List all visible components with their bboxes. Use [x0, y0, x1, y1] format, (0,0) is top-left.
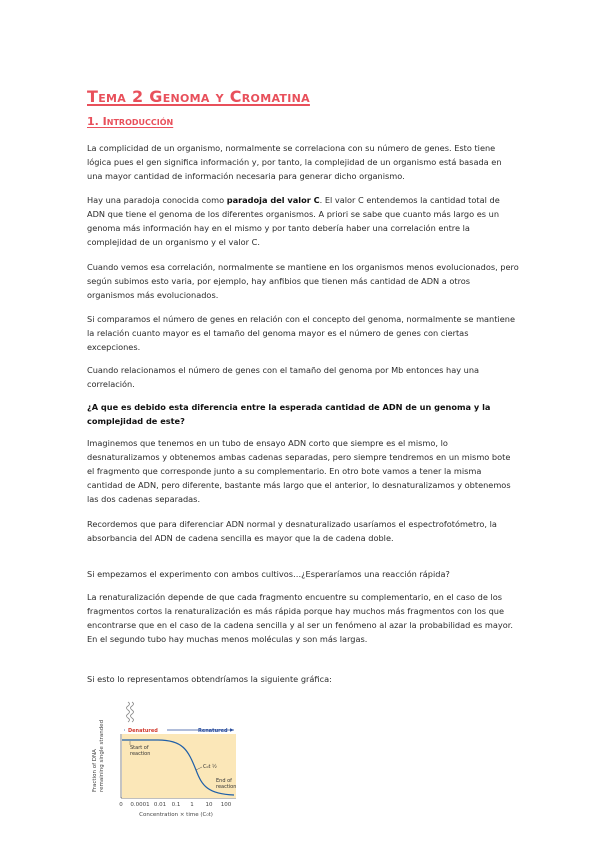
end-label-2: reaction	[216, 784, 237, 790]
start-label-2: reaction	[130, 751, 151, 757]
x-tick: 100	[220, 802, 232, 808]
end-label-1: End of	[216, 778, 232, 784]
x-axis-label: Concentration × time (C₀t)	[139, 812, 213, 818]
paragraph-10: Si esto lo representamos obtendríamos la siguiente gráfica:	[87, 674, 332, 684]
x-tick: 1	[190, 802, 194, 808]
section-heading: 1. Introducción	[87, 115, 174, 128]
paragraph-8: Si empezamos el experimento con ambos cultivos…¿Esperaríamos una reacción rápida?	[87, 569, 450, 579]
x-tick: 0	[119, 802, 123, 808]
paragraph-2	[87, 193, 519, 249]
x-tick: 0.0001	[130, 802, 150, 808]
x-tick: 10	[205, 802, 213, 808]
arrow-head-icon	[230, 728, 234, 731]
c0t-half-label: C₀t ½	[203, 764, 217, 770]
paragraph-1: La complicidad de un organismo, normalmente se correlaciona con su número de genes. Esto tiene lógica pues el gen significa información y, por tanto, la complejidad de un organismo está basada en una mayor cantidad de información necesaria para generar dicho organismo.	[87, 143, 502, 181]
paragraph-7: Recordemos que para diferenciar ADN normal y desnaturalizado usaríamos el espectrofotómetro, la absorbancia del ADN de cadena sencilla es mayor que la de cadena doble.	[87, 519, 497, 543]
renatured-label: Renatured	[198, 728, 228, 734]
renaturation-figure	[88, 700, 248, 820]
paragraph-5: Cuando relacionamos el número de genes con el tamaño del genoma por Mb entonces hay una correlación.	[87, 365, 480, 389]
paragraph-3: Cuando vemos esa correlación, normalmente se mantiene en los organismos menos evolucionados, pero según subimos esto varia, por ejemplo, hay anfibios que tienen más cantidad de ADN a otros organismos más evolucionados.	[87, 262, 519, 300]
x-tick: 0.01	[153, 802, 167, 808]
paragraph-9: La renaturalización depende de que cada fragmento encuentre su complementario, en el caso de los fragmentos cortos la renaturalización es más rápida porque hay muchos más fragmentos con los que encontrarse que en el caso de la cadena sencilla y al ser un fenómeno al azar la probabilidad es mayor. En el segundo tubo hay muchas menos moléculas y son más largas.	[87, 592, 513, 644]
renaturation-svg	[88, 700, 248, 820]
start-label-1: Start of	[130, 745, 149, 751]
denatured-label: Denatured	[128, 728, 158, 734]
y-axis-label-group	[92, 720, 105, 792]
dna-helix-icon	[127, 702, 134, 722]
paragraph-2-start: Hay una paradoja conocida como	[87, 195, 227, 205]
paragraph-4: Si comparamos el número de genes en relación con el concepto del genoma, normalmente se mantiene la relación cuanto mayor es el tamaño del genoma mayor es el número de genes con ciertas excepciones.	[87, 314, 515, 352]
y-axis-label-2: remaining single stranded	[99, 719, 105, 792]
question-heading: ¿A que es debido esta diferencia entre la esperada cantidad de ADN de un genoma y la complejidad de este?	[87, 402, 491, 426]
paradox-term: paradoja del valor C	[226, 195, 320, 205]
document-title: Tema 2 Genoma y Cromatina	[87, 87, 310, 106]
y-axis-label-1: Fraction of DNA	[92, 749, 98, 792]
x-tick: 0.1	[171, 802, 181, 808]
paragraph-6: Imaginemos que tenemos en un tubo de ensayo ADN corto que siempre es el mismo, lo desnaturalizamos y obtenemos ambas cadenas separadas, pero siempre tendremos en un mismo bote el fragmento que corresponde junto a su complementario. En otro bote vamos a tener la misma cantidad de ADN, pero diferente, bastante más largo que el anterior, lo desnaturalizamos y obtenemos las dos cadenas separadas.	[87, 438, 511, 504]
paragraph-2-end: . El valor C entendemos la cantidad total de ADN que tiene el genoma de los diferentes organismos. A priori se sabe que cuanto más largo es un genoma más información hay en el mismo y por tanto debería haber una correlación entre la complejidad de un organismo y el valor C.	[87, 195, 500, 247]
